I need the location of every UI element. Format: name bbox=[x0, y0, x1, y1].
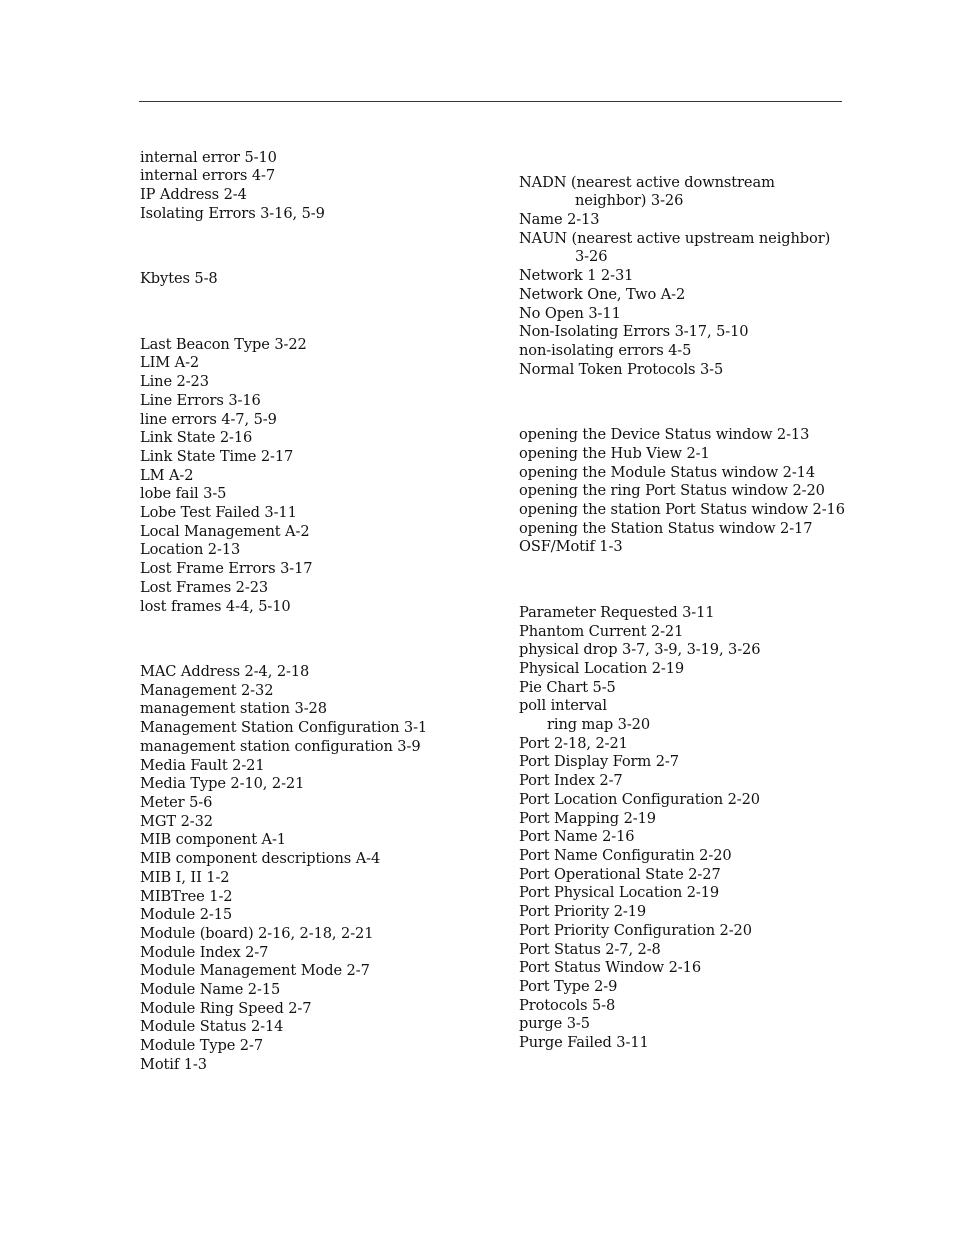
index-entry: LM A-2 bbox=[140, 467, 194, 484]
index-entry: OSF/Motif 1-3 bbox=[519, 538, 623, 555]
index-entry: MIB component descriptions A-4 bbox=[140, 850, 381, 867]
index-entry: Network 1 2-31 bbox=[519, 267, 634, 284]
index-entry: line errors 4-7, 5-9 bbox=[140, 411, 277, 428]
index-entry: Lost Frames 2-23 bbox=[140, 579, 269, 596]
index-entry: Port Priority Configuration 2-20 bbox=[519, 922, 752, 939]
index-entry: Motif 1-3 bbox=[140, 1056, 207, 1073]
index-entry: Port Name 2-16 bbox=[519, 828, 635, 845]
index-entry: Network One, Two A-2 bbox=[519, 286, 686, 303]
index-entry: Parameter Requested 3-11 bbox=[519, 604, 715, 621]
index-entry: Port Index 2-7 bbox=[519, 772, 623, 789]
index-entry: Module 2-15 bbox=[140, 906, 233, 923]
index-entry: Purge Failed 3-11 bbox=[519, 1034, 649, 1051]
index-entry: Management 2-32 bbox=[140, 682, 274, 699]
index-entry: opening the station Port Status window 2-16 bbox=[519, 501, 845, 518]
index-entry: Management Station Configuration 3-1 bbox=[140, 719, 428, 736]
index-entry: IP Address 2-4 bbox=[140, 186, 247, 203]
index-entry: Local Management A-2 bbox=[140, 523, 310, 540]
index-entry: opening the Station Status window 2-17 bbox=[519, 520, 813, 537]
index-entry: Port 2-18, 2-21 bbox=[519, 735, 628, 752]
index-entry: Port Status Window 2-16 bbox=[519, 959, 702, 976]
index-entry: Port Type 2-9 bbox=[519, 978, 618, 995]
index-entry: MIB I, II 1-2 bbox=[140, 869, 230, 886]
index-entry: Name 2-13 bbox=[519, 211, 600, 228]
index-entry: physical drop 3-7, 3-9, 3-19, 3-26 bbox=[519, 641, 761, 658]
header-rule bbox=[139, 101, 842, 102]
index-entry: purge 3-5 bbox=[519, 1015, 590, 1032]
index-entry: Location 2-13 bbox=[140, 541, 241, 558]
index-entry: 3-26 bbox=[575, 248, 608, 265]
index-entry: opening the Device Status window 2-13 bbox=[519, 426, 810, 443]
index-entry: Port Priority 2-19 bbox=[519, 903, 647, 920]
index-entry: Last Beacon Type 3-22 bbox=[140, 336, 307, 353]
index-entry: Isolating Errors 3-16, 5-9 bbox=[140, 205, 325, 222]
index-entry: Media Fault 2-21 bbox=[140, 757, 265, 774]
index-entry: Port Status 2-7, 2-8 bbox=[519, 941, 661, 958]
index-entry: Non-Isolating Errors 3-17, 5-10 bbox=[519, 323, 749, 340]
index-entry: Line Errors 3-16 bbox=[140, 392, 261, 409]
index-entry: Module Status 2-14 bbox=[140, 1018, 284, 1035]
index-entry: MIB component A-1 bbox=[140, 831, 286, 848]
index-entry: Module Management Mode 2-7 bbox=[140, 962, 370, 979]
index-entry: ring map 3-20 bbox=[547, 716, 651, 733]
index-entry: Line 2-23 bbox=[140, 373, 209, 390]
index-entry: Lobe Test Failed 3-11 bbox=[140, 504, 297, 521]
index-entry: Kbytes 5-8 bbox=[140, 270, 218, 287]
index-entry: Module Index 2-7 bbox=[140, 944, 269, 961]
index-entry: No Open 3-11 bbox=[519, 305, 621, 322]
index-entry: opening the ring Port Status window 2-20 bbox=[519, 482, 825, 499]
index-entry: internal error 5-10 bbox=[140, 149, 277, 166]
index-entry: Meter 5-6 bbox=[140, 794, 213, 811]
index-entry: lobe fail 3-5 bbox=[140, 485, 227, 502]
index-entry: Port Location Configuration 2-20 bbox=[519, 791, 760, 808]
index-entry: Port Mapping 2-19 bbox=[519, 810, 656, 827]
index-entry: poll interval bbox=[519, 697, 607, 714]
index-entry: MGT 2-32 bbox=[140, 813, 213, 830]
index-entry: neighbor) 3-26 bbox=[575, 192, 684, 209]
index-entry: lost frames 4-4, 5-10 bbox=[140, 598, 291, 615]
index-entry: Normal Token Protocols 3-5 bbox=[519, 361, 724, 378]
index-entry: LIM A-2 bbox=[140, 354, 200, 371]
index-entry: non-isolating errors 4-5 bbox=[519, 342, 692, 359]
index-entry: Link State 2-16 bbox=[140, 429, 253, 446]
index-entry: Port Physical Location 2-19 bbox=[519, 884, 720, 901]
index-entry: management station configuration 3-9 bbox=[140, 738, 421, 755]
index-entry: opening the Hub View 2-1 bbox=[519, 445, 710, 462]
index-entry: opening the Module Status window 2-14 bbox=[519, 464, 816, 481]
index-entry: Port Display Form 2-7 bbox=[519, 753, 679, 770]
index-entry: Module Ring Speed 2-7 bbox=[140, 1000, 312, 1017]
index-entry: Port Operational State 2-27 bbox=[519, 866, 721, 883]
index-entry: Link State Time 2-17 bbox=[140, 448, 294, 465]
index-entry: Module Name 2-15 bbox=[140, 981, 281, 998]
index-entry: NADN (nearest active downstream bbox=[519, 174, 775, 191]
index-entry: Pie Chart 5-5 bbox=[519, 679, 616, 696]
index-entry: MAC Address 2-4, 2-18 bbox=[140, 663, 310, 680]
index-entry: NAUN (nearest active upstream neighbor) bbox=[519, 230, 831, 247]
index-entry: management station 3-28 bbox=[140, 700, 327, 717]
index-entry: Lost Frame Errors 3-17 bbox=[140, 560, 313, 577]
index-entry: internal errors 4-7 bbox=[140, 167, 276, 184]
index-entry: Physical Location 2-19 bbox=[519, 660, 685, 677]
index-entry: MIBTree 1-2 bbox=[140, 888, 233, 905]
index-entry: Phantom Current 2-21 bbox=[519, 623, 684, 640]
index-entry: Media Type 2-10, 2-21 bbox=[140, 775, 305, 792]
index-entry: Port Name Configuratin 2-20 bbox=[519, 847, 732, 864]
index-entry: Module Type 2-7 bbox=[140, 1037, 264, 1054]
index-entry: Protocols 5-8 bbox=[519, 997, 616, 1014]
index-entry: Module (board) 2-16, 2-18, 2-21 bbox=[140, 925, 374, 942]
